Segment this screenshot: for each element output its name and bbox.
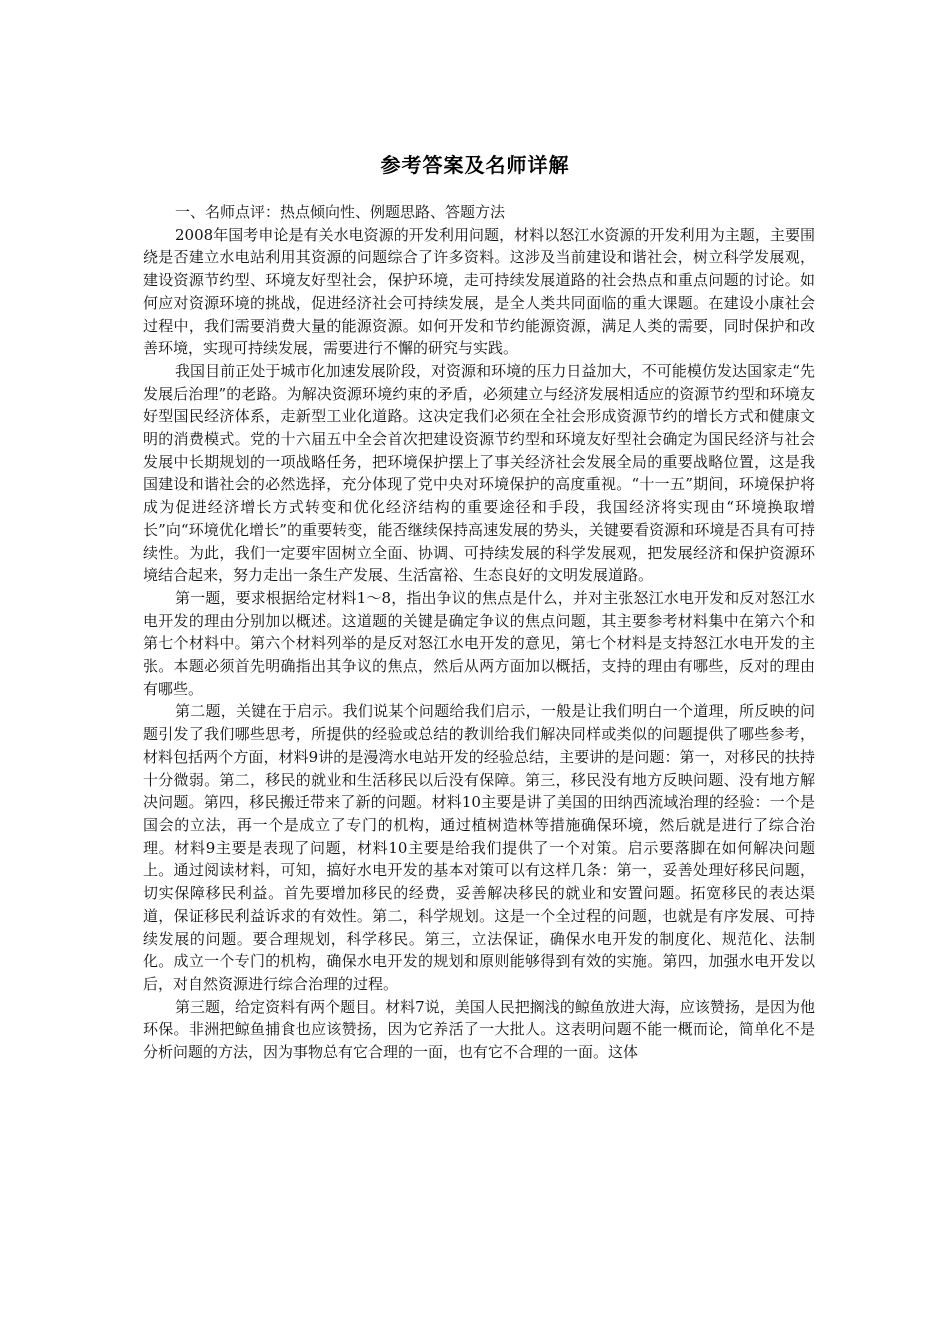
- paragraph-4: 第二题，关键在于启示。我们说某个问题给我们启示，一般是让我们明白一个道理，所反映的问题引发了我们哪些思考，所提供的经验或总结的教训给我们解决同样或类似的问题提供了哪些参考，材料包括两个方面，材料9讲的是漫湾水电站开发的经验总结，主要讲的是问题：第一，对移民的扶持十分微弱。第二，移民的就业和生活移民以后没有保障。第三，移民没有地方反映问题、没有地方解决问题。第四，移民搬迁带来了新的问题。材料10主要是讲了美国的田纳西流域治理的经验：一个是国会的立法，再一个是成立了专门的机构，通过植树造林等措施确保环境，然后就是进行了综合治理。材料9主要是表现了问题，材料10主要是给我们提供了一个对策。启示要落脚在如何解决问题上。通过阅读材料，可知，搞好水电开发的基本对策可以有这样几条：第一，妥善处理好移民问题，切实保障移民利益。首先要增加移民的经费，妥善解决移民的就业和安置问题。拓宽移民的表达渠道，保证移民利益诉求的有效性。第二，科学规划。这是一个全过程的问题，也就是有序发展、可持续发展的问题。要合理规划，科学移民。第三，立法保证，确保水电开发的制度化、规范化、法制化。成立一个专门的机构，确保水电开发的规划和原则能够得到有效的实施。第四，加强水电开发以后，对自然资源进行综合治理的过程。: [143, 702, 815, 993]
- paragraph-1: 2008年国考申论是有关水电资源的开发利用问题，材料以怒江水资源的开发利用为主题，主要围绕是否建立水电站利用其资源的问题综合了许多资料。这涉及当前建设和谐社会，树立科学发展观，建设资源节约型、环境友好型社会，保护环境，走可持续发展道路的社会热点和重点问题的讨论。如何应对资源环境的挑战，促进经济社会可持续发展，是全人类共同面临的重大课题。在建设小康社会过程中，我们需要消费大量的能源资源。如何开发和节约能源资源，满足人类的需要，同时保护和改善环境，实现可持续发展，需要进行不懈的研究与实践。: [143, 225, 815, 358]
- document-body: [143, 201, 815, 1064]
- paragraph-3: 第一题，要求根据给定材料1～8，指出争议的焦点是什么，并对主张怒江水电开发和反对怒江水电开发的理由分别加以概述。这道题的关键是确定争议的焦点问题，其主要参考材料集中在第六个和第七个材料中。第六个材料列举的是反对怒江水电开发的意见，第七个材料是支持怒江水电开发的主张。本题必须首先明确指出其争议的焦点，然后从两方面加以概括，支持的理由有哪些，反对的理由有哪些。: [143, 588, 815, 698]
- paragraph-2: 我国目前正处于城市化加速发展阶段，对资源和环境的压力日益加大，不可能模仿发达国家走“先发展后治理”的老路。为解决资源环境约束的矛盾，必须建立与经济发展相适应的资源节约型和环境友好型国民经济体系，走新型工业化道路。这决定我们必须在全社会形成资源节约的增长方式和健康文明的消费模式。党的十六届五中全会首次把建设资源节约型和环境友好型社会确定为国民经济与社会发展中长期规划的一项战略任务，把环境保护摆上了事关经济社会发展全局的重要战略位置，这是我国建设和谐社会的必然选择，充分体现了党中央对环境保护的高度重视。“十一五”期间，环境保护将成为促进经济增长方式转变和优化经济结构的重要途径和手段，我国经济将实现由“环境换取增长”向“环境优化增长”的重要转变，能否继续保持高速发展的势头，关键要看资源和环境是否具有可持续性。为此，我们一定要牢固树立全面、协调、可持续发展的科学发展观，把发展经济和保护资源环境结合起来，努力走出一条生产发展、生活富裕、生态良好的文明发展道路。: [143, 361, 815, 585]
- paragraph-5: 第三题，给定资料有两个题目。材料7说，美国人民把搁浅的鲸鱼放进大海，应该赞扬，是因为他环保。非洲把鲸鱼捕食也应该赞扬，因为它养活了一大批人。这表明问题不能一概而论，简单化不是分析问题的方法，因为事物总有它合理的一面，也有它不合理的一面。这体: [143, 997, 815, 1062]
- document-title: 参考答案及名师详解: [380, 153, 570, 177]
- section-heading: 一、名师点评：热点倾向性、例题思路、答题方法: [175, 203, 506, 221]
